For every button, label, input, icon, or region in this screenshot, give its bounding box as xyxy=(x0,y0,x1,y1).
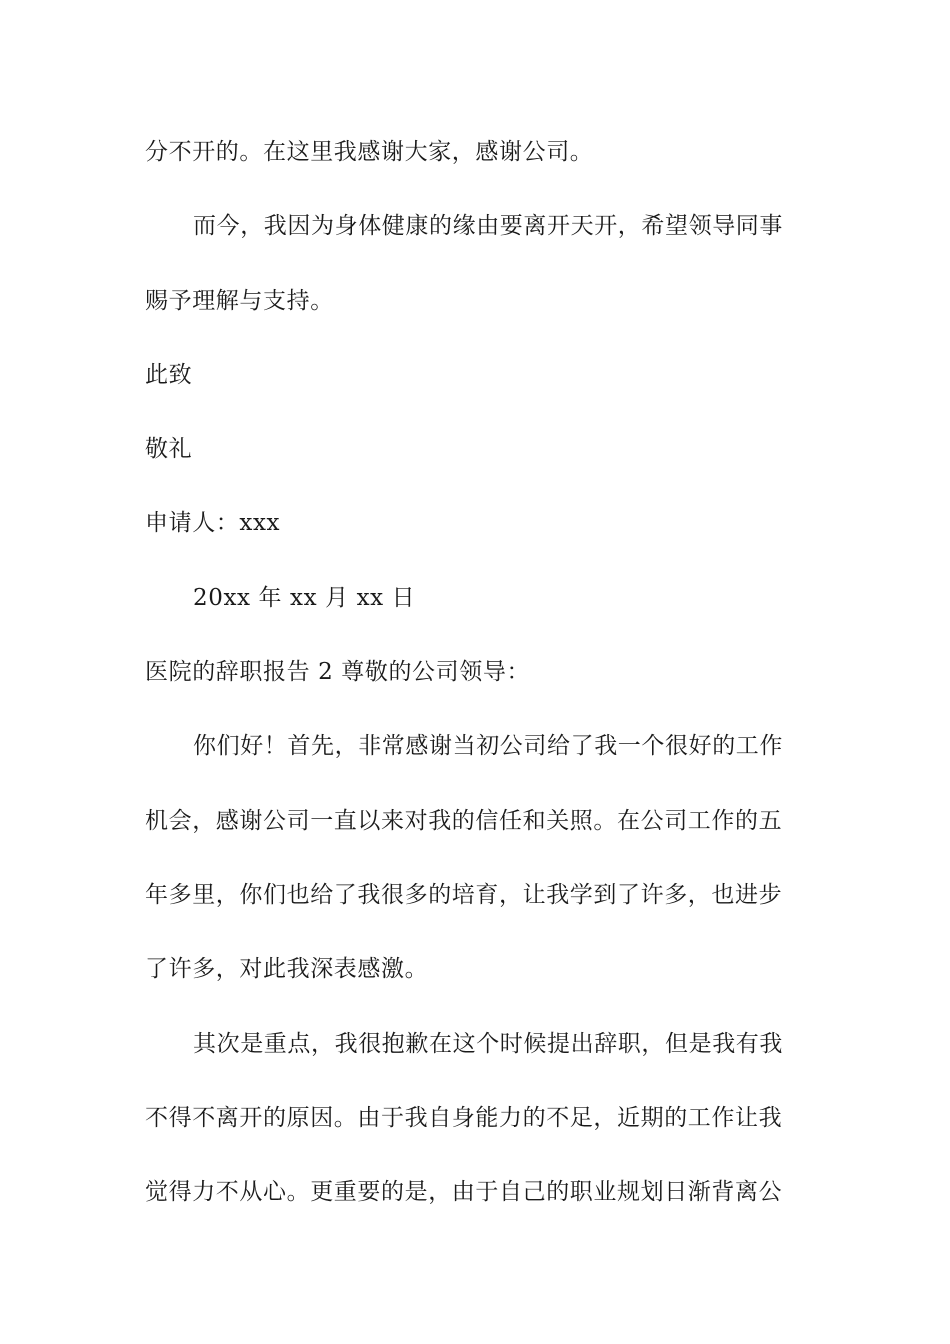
text-line: 你们好！首先，非常感谢当初公司给了我一个很好的工作 xyxy=(193,733,783,760)
letter-date: 20xx 年 xx 月 xx 日 xyxy=(193,584,416,611)
document-body xyxy=(145,134,805,1248)
text-line: 分不开的。在这里我感谢大家，感谢公司。 xyxy=(145,139,594,165)
closing-regards: 敬礼 xyxy=(145,436,193,463)
text-line: 而今，我因为身体健康的缘由要离开天开，希望领导同事 xyxy=(193,213,783,240)
text-line: 机会，感谢公司一直以来对我的信任和关照。在公司工作的五 xyxy=(145,807,783,834)
text-line: 赐予理解与支持。 xyxy=(145,287,334,314)
text-line: 觉得力不从心。更重要的是，由于自己的职业规划日渐背离公 xyxy=(145,1179,783,1206)
closing-salutation: 此致 xyxy=(145,361,193,388)
applicant-signature: 申请人：xxx xyxy=(145,510,281,537)
text-line: 不得不离开的原因。由于我自身能力的不足，近期的工作让我 xyxy=(145,1104,783,1131)
section-heading: 医院的辞职报告 2 尊敬的公司领导： xyxy=(145,659,531,686)
text-line: 其次是重点，我很抱歉在这个时候提出辞职，但是我有我 xyxy=(193,1030,783,1057)
text-line: 年多里，你们也给了我很多的培育，让我学到了许多，也进步 xyxy=(145,881,783,908)
text-line: 了许多，对此我深表感激。 xyxy=(145,956,429,983)
